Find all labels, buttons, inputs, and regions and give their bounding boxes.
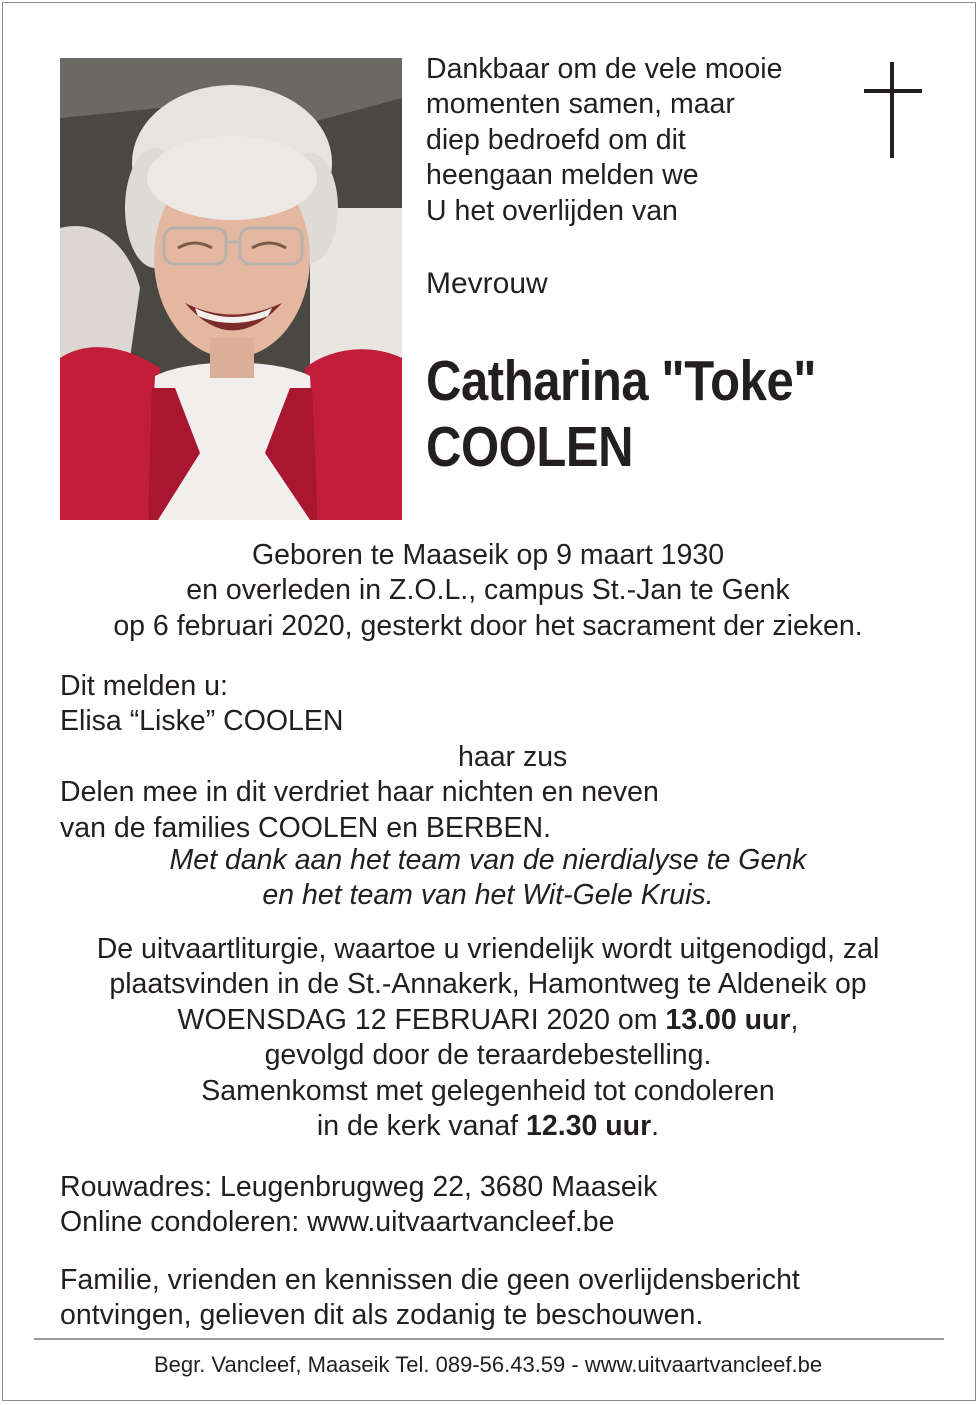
birth-death-details: [0, 538, 976, 644]
intro-line: heengaan melden we: [426, 159, 699, 192]
intro-text: [426, 52, 782, 229]
funeral-line: gevolgd door de teraardebestelling.: [264, 1039, 712, 1072]
funeral-line: De uitvaartliturgie, waartoe u vriendelijk wordt uitgenodigd, zal: [96, 933, 880, 965]
gathering-prefix: in de kerk vanaf: [316, 1110, 527, 1143]
deceased-name: [426, 348, 880, 480]
sister-relation: haar zus: [458, 740, 568, 773]
funeral-date: WOENSDAG 12 FEBRUARI 2020 om: [177, 1003, 666, 1036]
contact-details: [60, 1170, 657, 1241]
cross-icon: [864, 62, 922, 158]
intro-line: U het overlijden van: [426, 194, 678, 227]
intro-line: Dankbaar om de vele mooie: [426, 53, 783, 85]
funeral-line: plaatsvinden in de St.-Annakerk, Hamontweg te Aldeneik op: [109, 968, 867, 1001]
online-condolence-link[interactable]: Online condoleren: www.uitvaartvancleef.be: [60, 1206, 615, 1239]
death-line: en overleden in Z.O.L., campus St.-Jan te Genk: [186, 574, 790, 607]
death-date-line: op 6 februari 2020, gesterkt door het sacrament der zieken.: [113, 609, 863, 642]
notice-line: ontvingen, gelieven dit als zodanig te beschouwen.: [60, 1299, 704, 1332]
thanks-line: en het team van het Wit-Gele Kruis.: [262, 879, 714, 912]
gathering-suffix: .: [651, 1110, 660, 1143]
announce-label: Dit melden u:: [60, 670, 228, 702]
funeral-details: [0, 932, 976, 1144]
thanks-text: [0, 843, 976, 914]
funeral-time: 13.00 uur: [665, 1003, 791, 1036]
funeral-date-line: [0, 1003, 976, 1038]
share-line: Delen mee in dit verdriet haar nichten en neven: [60, 776, 659, 809]
deceased-last-name: COOLEN: [426, 415, 634, 479]
honorific: Mevrouw: [426, 267, 548, 300]
sister-name: Elisa “Liske” COOLEN: [60, 705, 344, 738]
intro-line: momenten samen, maar: [426, 88, 735, 121]
deceased-first-name: Catharina "Toke": [426, 349, 817, 413]
notice-line: Familie, vrienden en kennissen die geen overlijdensbericht: [60, 1264, 800, 1296]
funeral-line: Samenkomst met gelegenheid tot condoleren: [201, 1074, 775, 1107]
portrait-photo: [60, 58, 402, 520]
announcers: [60, 669, 659, 846]
gathering-time: 12.30 uur: [526, 1110, 652, 1143]
mourning-address: Rouwadres: Leugenbrugweg 22, 3680 Maaseik: [60, 1171, 658, 1203]
gathering-line: [0, 1109, 976, 1144]
intro-line: diep bedroefd om dit: [426, 123, 686, 156]
thanks-line: Met dank aan het team van de nierdialyse te Genk: [169, 844, 807, 876]
notice-text: [60, 1263, 800, 1334]
funeral-date-suffix: ,: [790, 1003, 799, 1036]
undertaker-footer: Begr. Vancleef, Maaseik Tel. 089-56.43.59 - www.uitvaartvancleef.be: [153, 1352, 823, 1377]
birth-line: Geboren te Maaseik op 9 maart 1930: [251, 539, 725, 571]
divider: [34, 1338, 944, 1340]
share-line: van de families COOLEN en BERBEN.: [60, 811, 552, 844]
